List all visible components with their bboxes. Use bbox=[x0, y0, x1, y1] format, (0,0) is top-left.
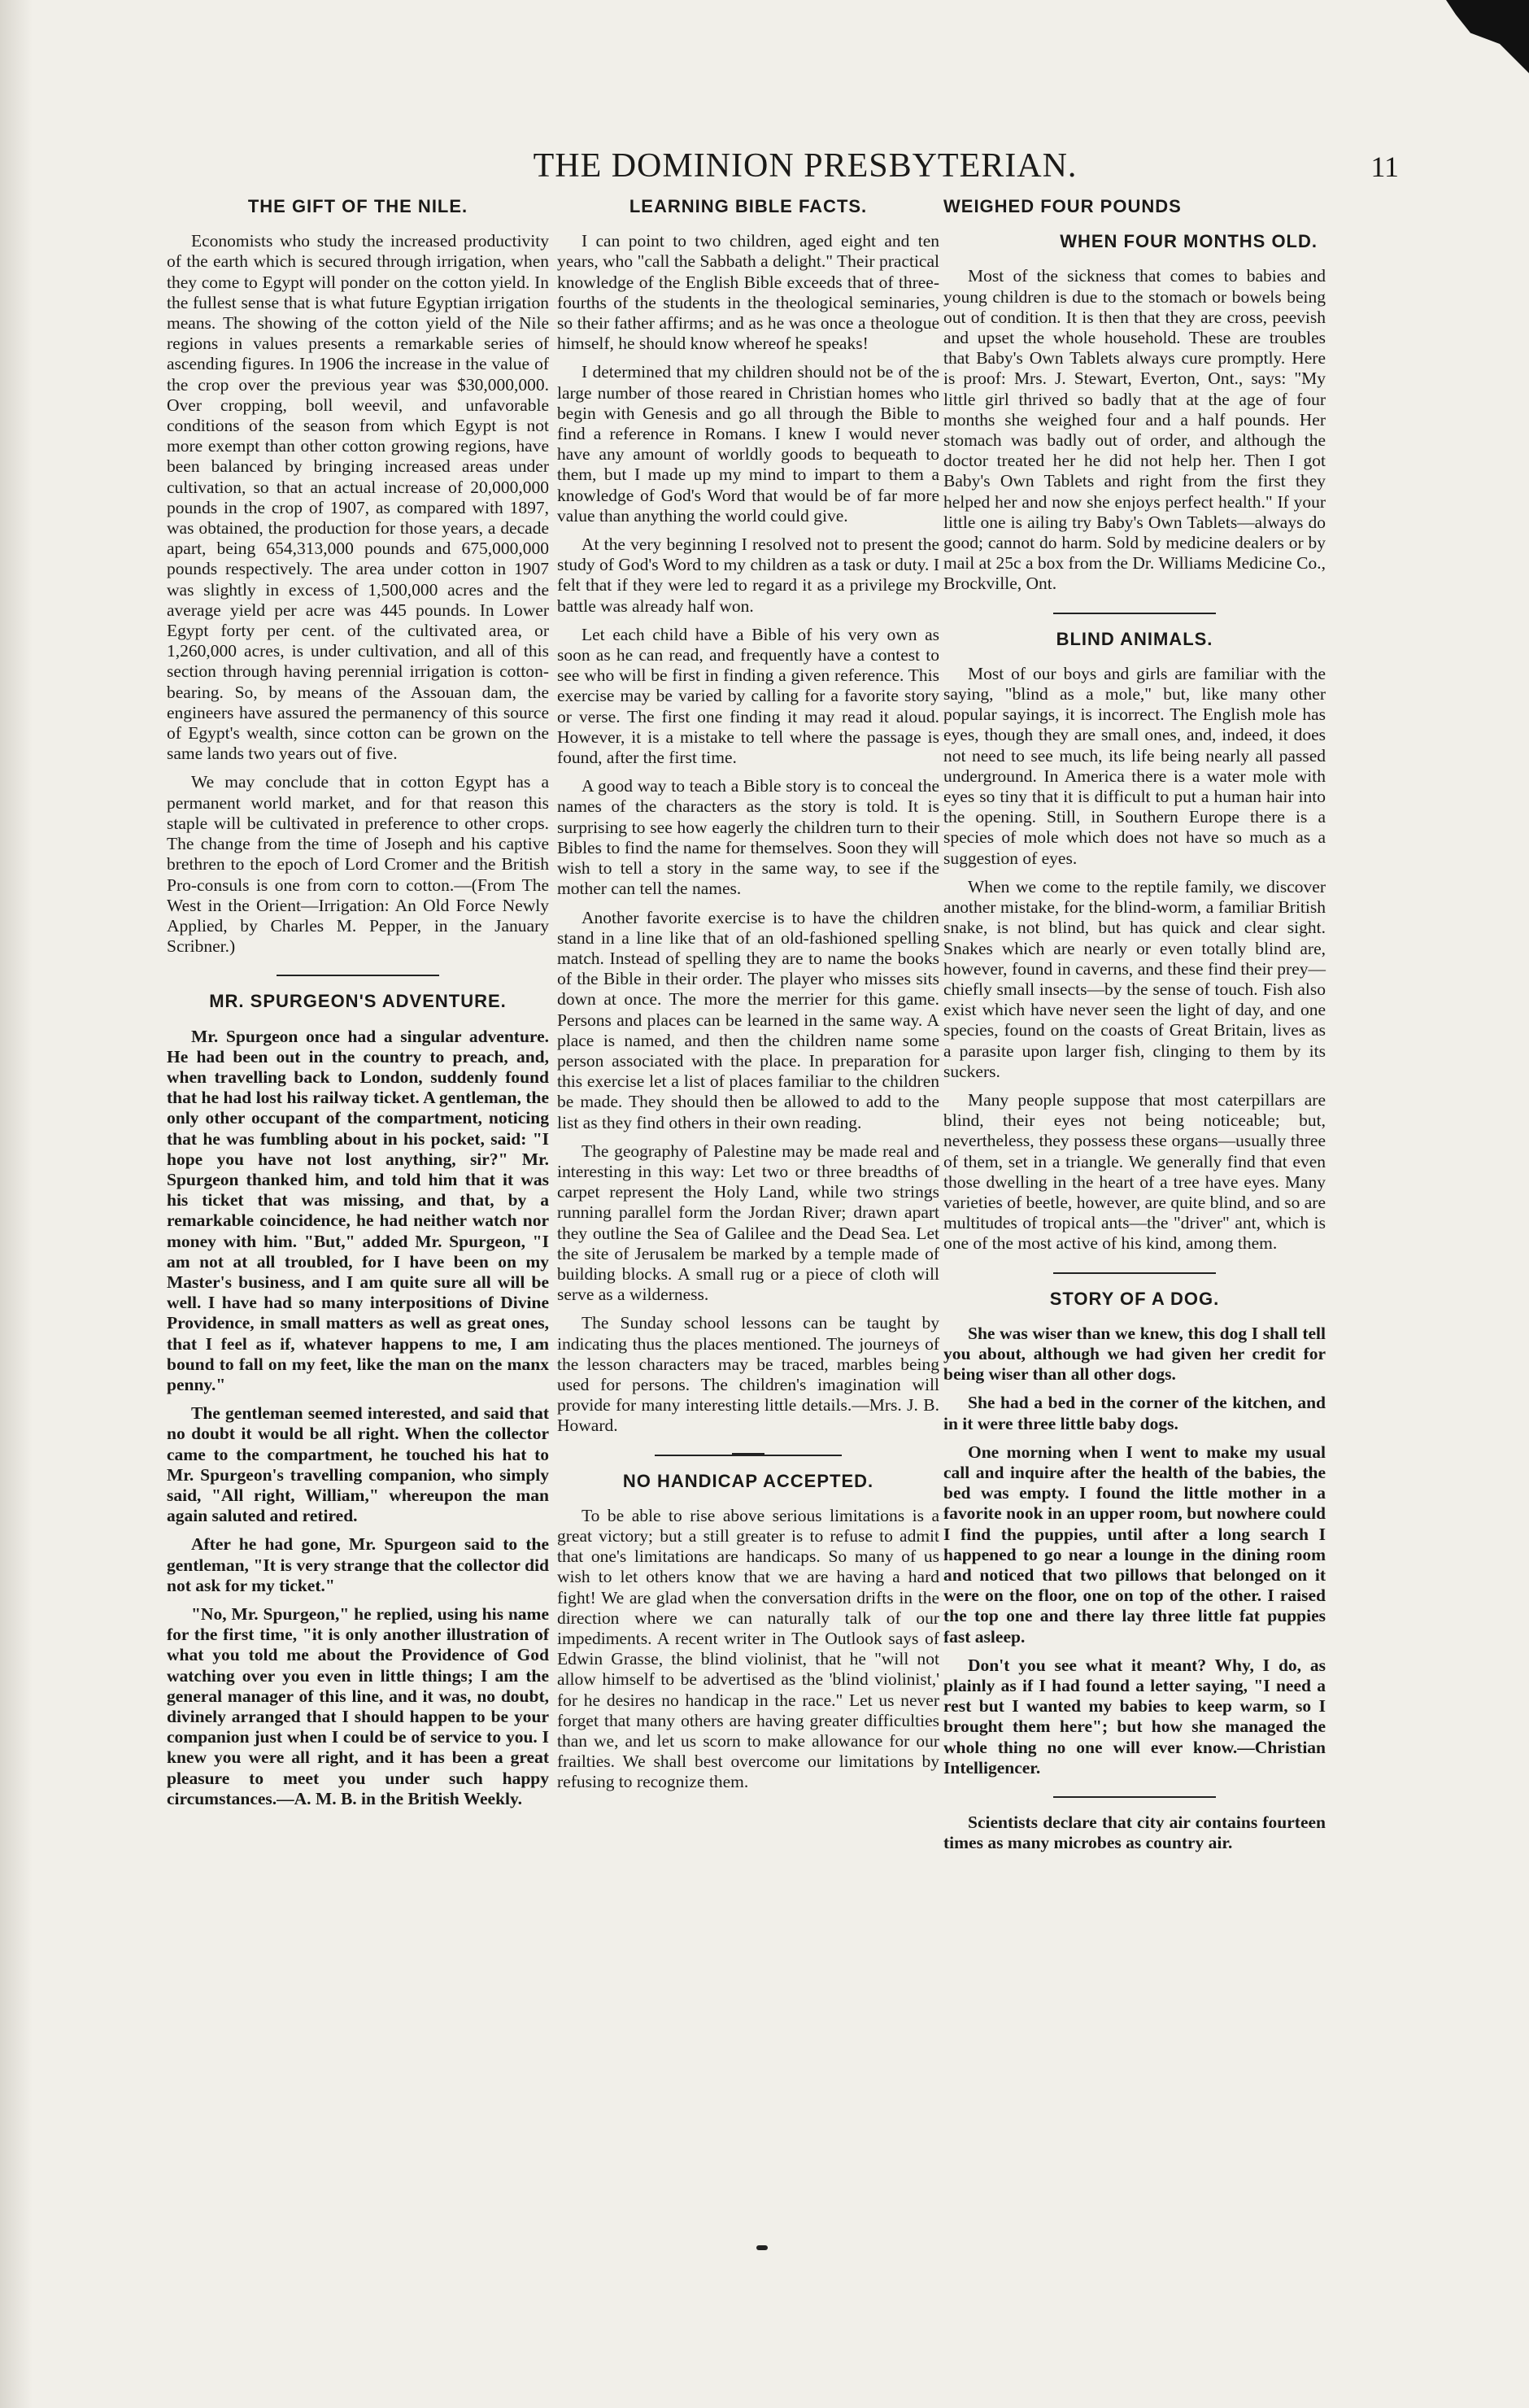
article-paragraph: The Sunday school lessons can be taught by indicating thus the places mentioned. The journeys of the lesson characters may be traced, marbles being used for persons. The children's imagination will provide for many interesting little details.—Mrs. J. B. Howard. bbox=[557, 1313, 939, 1436]
masthead: THE DOMINION PRESBYTERIAN. bbox=[533, 147, 1078, 185]
section-divider bbox=[277, 975, 439, 976]
article-city-air bbox=[943, 1813, 1326, 1853]
article-paragraph: A good way to teach a Bible story is to conceal the names of the characters as the story is told. It is surprising to see how eagerly the children turn to their Bibles to find the name for themselves. Soon they will wish to tell a story in the same way, to see if the mother can tell the names. bbox=[557, 776, 939, 899]
section-divider bbox=[1053, 1796, 1216, 1798]
page-edge-shadow bbox=[0, 0, 33, 2408]
article-paragraph: To be able to rise above serious limitations is a great victory; but a still greater is to refuse to admit that one's limitations are handicaps. So many of us wish to let others know that we are having a hard fight! We are glad when the conversation drifts in the direction where we can naturally talk of our impediments. A recent writer in The Outlook says of Edwin Grasse, the blind violinist, that he "will not allow himself to be advertised as the 'blind violinist,' for he desires no handicap in the race." Let us never forget that many others are having greater difficulties than we, and let us scorn to make allowance for our frailties. We shall best overcome our limitations by refusing to recognize them. bbox=[557, 1505, 939, 1792]
page-header bbox=[163, 146, 1399, 195]
article-paragraph: I determined that my children should not be of the large number of those reared in Christian homes who begin with Genesis and go all through the Bible to find a reference in Romans. I knew I would never have any amount of worldly goods to bequeath to them, but I made up my mind to impart to them a knowledge of God's Word that would be of far more value than anything the world could give. bbox=[557, 362, 939, 526]
article-paragraph: We may conclude that in cotton Egypt has a permanent world market, and for that reason this staple will be cultivated in preference to other crops. The change from the time of Joseph and his captive brethren to the epoch of Lord Cromer and the British Pro-consuls is one from corn to cotton.—(From The West in the Orient—Irrigation: An Old Force Newly Applied, by Charles M. Pepper, in the January Scribner.) bbox=[167, 772, 549, 957]
column-1 bbox=[167, 191, 549, 1817]
article-title: STORY OF A DOG. bbox=[1049, 1288, 1220, 1309]
article-paragraph: One morning when I went to make my usual call and inquire after the health of the babies, the bed was empty. I found the little mother in a favorite nook in an upper room, but nowhere could I find the puppies, until after a long search I happened to go near a lounge in the dining room and noticed that two pillows that belonged on it were on the floor, one on top of the other. I raised the top one and there lay three little fat puppies fast asleep. bbox=[943, 1442, 1326, 1647]
article-paragraph: Don't you see what it meant? Why, I do, as plainly as if I had found a letter saying, "I need a rest but I wanted my babies to keep warm, so I brought them here"; but how she managed the whole thing no one will ever know.—Christian Intelligencer. bbox=[943, 1655, 1326, 1778]
article-paragraph: She was wiser than we knew, this dog I shall tell you about, although we had given her credit for being wiser than all other dogs. bbox=[943, 1323, 1326, 1385]
article-learning-bible-facts bbox=[557, 196, 939, 1437]
article-paragraph: The gentleman seemed interested, and said that no doubt it would be all right. When the collector came to the compartment, he touched his hat to Mr. Spurgeon's travelling companion, who simply said, "All right, William," whereupon the man again saluted and retired. bbox=[167, 1403, 549, 1526]
article-paragraph: "No, Mr. Spurgeon," he replied, using his name for the first time, "it is only another illustration of what you told me about the Providence of God watching over you even in little things; I am the general manager of this line, and it was, no doubt, divinely arranged that I should happen to be your companion just when I could be of service to you. I knew you were all right, and it has been a great pleasure to meet you under such happy circumstances.—A. M. B. in the British Weekly. bbox=[167, 1604, 549, 1808]
article-title: MR. SPURGEON'S ADVENTURE. bbox=[209, 991, 507, 1012]
article-title: NO HANDICAP ACCEPTED. bbox=[622, 1470, 874, 1491]
article-paragraph: Let each child have a Bible of his very own as soon as he can read, and frequently have a contest to see who will be first in finding a given reference. This exercise may be varied by calling for a favorite story or verse. The first one finding it may read it aloud. However, it is a mistake to tell where the passage is found, after the first time. bbox=[557, 624, 939, 768]
article-title: BLIND ANIMALS. bbox=[1056, 628, 1213, 649]
article-paragraph: Scientists declare that city air contains fourteen times as many microbes as country air. bbox=[943, 1813, 1326, 1853]
article-weighed-four-pounds bbox=[943, 196, 1326, 595]
article-paragraph: After he had gone, Mr. Spurgeon said to the gentleman, "It is very strange that the collector did not ask for my ticket." bbox=[167, 1534, 549, 1595]
article-paragraph: I can point to two children, aged eight and ten years, who "call the Sabbath a delight." Their practical knowledge of the English Bible exceeds that of three-fourths of the students in the theological seminaries, so their father affirms; and as he was once a theologue himself, he should know whereof he speaks! bbox=[557, 231, 939, 354]
section-divider bbox=[1053, 1272, 1216, 1274]
article-paragraph: When we come to the reptile family, we discover another mistake, for the blind-worm, a familiar British snake, is not blind, but has quick and clear sight. Snakes which are nearly or even totally blind are, however, found in caverns, and these find their prey—chiefly small insects—by the sense of touch. Fish also exist which have never seen the light of day, and one species, found on the coasts of Great Britain, lives as a parasite upon larger fish, clinging to them by its suckers. bbox=[943, 876, 1326, 1081]
article-title-line-1: WEIGHED FOUR POUNDS bbox=[943, 196, 1182, 216]
article-paragraph: Most of the sickness that comes to babies and young children is due to the stomach or bowels being out of condition. It is then that they are cross, peevish and upset the whole household. These are troubles that Baby's Own Tablets always cure promptly. Here is proof: Mrs. J. Stewart, Everton, Ont., says: "My little girl thrived so badly that at the age of four months she weighed four and a half pounds. Her stomach was badly out of order, and although the doctor treated her he did not help her. Then I got Baby's Own Tablets and right from the first they helped her and now she enjoys perfect health." If your little one is ailing try Baby's Own Tablets—always do good; cannot do harm. Sold by medicine dealers or by mail at 25c a box from the Dr. Williams Medicine Co., Brockville, Ont. bbox=[943, 266, 1326, 594]
section-divider bbox=[1053, 613, 1216, 614]
article-paragraph: Economists who study the increased productivity of the earth which is secured through irrigation, when they come to Egypt will ponder on the cotton yield. In the fullest sense that is what future Egyptian irrigation means. The showing of the cotton yield of the Nile regions in values presents a remarkable series of ascending figures. In 1906 the increase in the value of the crop over the previous year was $30,000,000. Over cropping, boll weevil, and unfavorable conditions of the season from which Egypt is not more exempt than other cotton growing regions, have been balanced by bringing increased areas under cultivation, so that an actual increase of 20,000,000 pounds in the crop of 1907, as compared with 1897, was obtained, the production for those years, a decade apart, being 654,313,000 pounds and 675,000,000 pounds respectively. The area under cotton in 1907 was slightly in excess of 1,500,000 acres and the average yield per acre was 445 pounds. In Lower Egypt forty per cent. of the cultivated area, or 1,260,000 acres, is under cultivation, and all of this section through having perennial irrigation is cotton-bearing. So, by means of the Assouan dam, the engineers have assured the permanency of this source of Egypt's wealth, since cotton can be grown on the same lands two years out of five. bbox=[167, 231, 549, 764]
article-no-handicap-accepted bbox=[557, 1471, 939, 1793]
article-blind-animals bbox=[943, 629, 1326, 1254]
printer-mark bbox=[756, 2245, 768, 2250]
article-story-of-a-dog bbox=[943, 1289, 1326, 1778]
article-paragraph: Mr. Spurgeon once had a singular adventure. He had been out in the country to preach, and, when travelling back to London, suddenly found that he had lost his railway ticket. A gentleman, the only other occupant of the compartment, noticing that he was fumbling about in his pocket, said: "I hope you have not lost anything, sir?" Mr. Spurgeon thanked him, and told him that it was his ticket that was missing, and that, by a remarkable coincidence, he had neither watch nor money with him. "But," added Mr. Spurgeon, "I am not at all troubled, for I have been on my Master's business, and I am quite sure all will be well. I have had so many interpositions of Divine Providence, in small matters as well as great ones, that I feel as if, whatever happens to me, I am bound to fall on my feet, like the man on the manx penny." bbox=[167, 1026, 549, 1394]
article-title-line-2: WHEN FOUR MONTHS OLD. bbox=[1060, 231, 1318, 252]
article-spurgeons-adventure bbox=[167, 991, 549, 1809]
article-title: LEARNING BIBLE FACTS. bbox=[629, 196, 868, 216]
article-paragraph: Most of our boys and girls are familiar with the saying, "blind as a mole," but, like many other popular sayings, it is incorrect. The English mole has eyes, though they are small ones, and, indeed, it does not need to see much, its life being nearly all passed underground. In America there is a water mole with eyes so tiny that it is difficult to put a human hair into the opening. Still, in Southern Europe there is a species of mole which does not have so much as a suggestion of eyes. bbox=[943, 663, 1326, 868]
page-number: 11 bbox=[1370, 150, 1399, 183]
article-paragraph: Another favorite exercise is to have the children stand in a line like that of an old-fashioned spelling match. Instead of spelling they are to name the books of the Bible in their order. The player who misses sits down at once. The more the merrier for this game. Persons and places can be learned in the same way. A place is named, and then the children name some person associated with the place. In preparation for this exercise let a list of places familiar to the children be made. They should then be allowed to add to the list as they find others in their own reading. bbox=[557, 907, 939, 1132]
article-paragraph: At the very beginning I resolved not to present the study of God's Word to my children as a task or duty. I felt that if they were led to regard it as a privilege my battle was already half won. bbox=[557, 534, 939, 616]
torn-page-corner bbox=[1431, 0, 1529, 73]
article-gift-of-the-nile bbox=[167, 196, 549, 957]
column-3 bbox=[943, 191, 1326, 1861]
article-paragraph: The geography of Palestine may be made real and interesting in this way: Let two or three breadths of carpet represent the Holy Land, while two strings running parallel form the Jordan River; drawn apart they outline the Sea of Galilee and the Dead Sea. Let the site of Jerusalem be marked by a temple made of building blocks. A small rug or a piece of cloth will serve as a wilderness. bbox=[557, 1141, 939, 1305]
article-paragraph: She had a bed in the corner of the kitchen, and in it were three little baby dogs. bbox=[943, 1393, 1326, 1433]
column-2 bbox=[557, 191, 939, 1801]
section-divider bbox=[655, 1455, 842, 1456]
article-paragraph: Many people suppose that most caterpillars are blind, their eyes not being noticeable; but, nevertheless, they possess these organs—usually three of them, set in a triangle. We generally find that even those dwelling in the heart of a tree have eyes. Many varieties of beetle, however, are quite blind, and so are multitudes of tropical ants—the "driver" ant, which is one of the most active of his kind, among them. bbox=[943, 1089, 1326, 1254]
article-title: THE GIFT OF THE NILE. bbox=[247, 196, 468, 216]
